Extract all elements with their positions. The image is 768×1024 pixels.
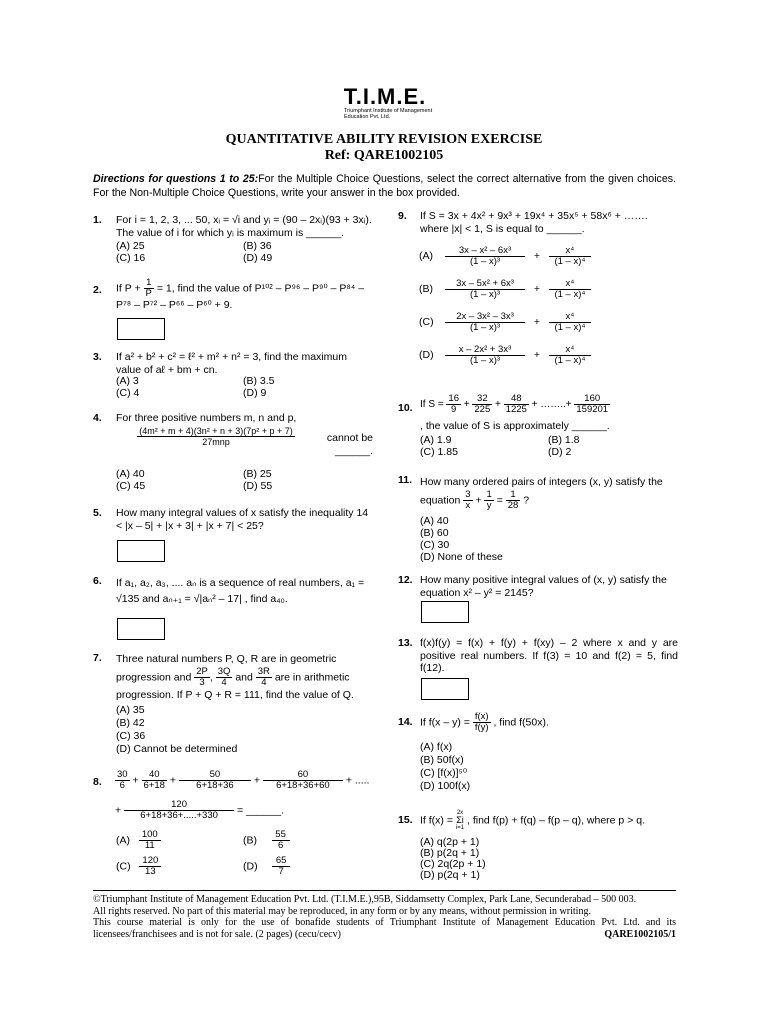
question-number: 4. <box>93 412 102 424</box>
question-mark: ? <box>523 494 530 507</box>
answer-box-q2[interactable] <box>117 318 165 340</box>
page-title: QUANTITATIVE ABILITY REVISION EXERCISE <box>225 132 543 147</box>
option-b: (B) 36 <box>243 240 272 252</box>
logo-subtitle: Triumphant Institute of Management Education Pvt. Ltd. <box>344 108 433 120</box>
option-d: (D) 2 <box>548 446 572 458</box>
term-1: $\frac{30}{6}$ <box>117 769 128 791</box>
option-d-label: (D) <box>243 860 258 873</box>
q10-prefix: If S = <box>420 399 444 411</box>
option-b: (B) $\frac{\text{3x – 5x² + 6x³}}{\text{(1 – x)³}}$ + $\frac{\text{x⁴}}{\text{(1 – x)⁴}}$ <box>419 279 591 300</box>
option-a: $\frac{100}{11}$ <box>139 830 161 851</box>
fraction: $\frac{1}{y}$ <box>486 489 492 511</box>
q7-and: and <box>235 671 253 684</box>
directions-text: For the Multiple Choice Questions, select the correct alternative from the given choices. For the Non-Multiple Choice Questions, write your answer in the box provided. <box>93 173 676 199</box>
term-3: $\frac{48}{1225}$ <box>505 393 527 415</box>
question-text: f(x)f(y) = f(x) + f(y) + f(xy) – 2 where x and y are positive real numbers. If f(3) = 10 and f(2) = 5, find f(12). <box>420 637 678 674</box>
question-text: Three natural numbers P, Q, R are in geometric progression and <box>116 653 337 684</box>
question-tail: , the value of S is approximately ______. <box>420 420 610 432</box>
option-a: (A) $\frac{\text{3x – x² – 6x³}}{\text{(1 – x)³}}$ + $\frac{\text{x⁴}}{\text{(1 – x)⁴}}$ <box>419 246 591 267</box>
page-ref: Ref: QARE1002105 <box>324 148 444 163</box>
option-b: (B) 25 <box>243 468 272 480</box>
option-d: (D) 49 <box>243 252 273 264</box>
option-a: (A) f(x) <box>420 741 453 753</box>
question-number: 14. <box>398 716 413 728</box>
option-c: (C) 4 <box>116 387 140 399</box>
question-text: If a² + b² + c² = ℓ² + m² + n² = 3, find the maximum value of aℓ + bm + cn. <box>116 351 347 376</box>
dots: + ..... <box>345 774 370 787</box>
option-b: (B) 60 <box>420 527 449 539</box>
q14-prefix: If f(x – y) = <box>420 716 470 729</box>
question-text: How many ordered pairs of integers (x, y) satisfy the equation <box>420 476 663 507</box>
answer-box-q6[interactable] <box>117 618 165 640</box>
option-b: (B) 3.5 <box>243 375 275 387</box>
option-a: (A) 40 <box>116 468 145 480</box>
question-number: 2. <box>93 284 102 296</box>
question-text: = 1, find the value of P¹⁰² – P⁹⁶ – P⁹⁰ – P⁸⁴ – P⁷⁸ – P⁷² – P⁶⁶ – P⁶⁰ + 9. <box>116 282 365 311</box>
option-b: (B) p(2q + 1) <box>420 847 480 859</box>
question-number: 6. <box>93 575 102 587</box>
option-c: (C) 16 <box>116 252 146 264</box>
option-a: (A) 40 <box>420 515 449 527</box>
term-1: $\frac{16}{9}$ <box>448 393 459 415</box>
fraction: $\frac{\text{(4m² + m + 4)(3n² + n + 3)(7p² + p + 7)}}{\text{27mnp}}$ <box>139 426 293 447</box>
option-b-label: (B) <box>243 834 257 847</box>
answer-box-q5[interactable] <box>117 540 165 562</box>
footer <box>93 890 676 940</box>
option-c: (C) 36 <box>116 730 146 742</box>
question-text: How many integral values of x satisfy the inequality 14 < |x – 5| + |x + 3| + |x + 7| < 25? <box>116 507 369 532</box>
q8-equals: = ______. <box>236 804 284 817</box>
option-a: (A) q(2p + 1) <box>420 836 480 848</box>
option-c: (C) $\frac{\text{2x – 3x² – 3x³}}{\text{(1 – x)³}}$ + $\frac{\text{x⁴}}{\text{(1 – x)⁴}}$ <box>419 312 591 333</box>
term-2: $\frac{32}{225}$ <box>474 393 491 415</box>
footer-line-1: ©Triumphant Institute of Management Education Pvt. Ltd. (T.I.M.E.),95B, Siddamsetty Complex, Park Lane, Secunderabad – 500 003. <box>93 894 637 905</box>
q2-prefix: If P + <box>116 282 141 295</box>
question-number: 10. <box>398 402 413 414</box>
term-5: $\frac{120}{6+18+36+.....+330}$ <box>124 800 234 821</box>
option-c: (C) 45 <box>116 480 146 492</box>
logo-text: T.I.M.E. <box>343 84 427 109</box>
option-d: $\frac{65}{7}$ <box>272 856 290 877</box>
fraction: $\frac{3Q}{4}$ <box>217 666 231 688</box>
directions-lead: Directions for questions 1 to 25: <box>93 173 259 185</box>
option-b: (B) 42 <box>116 717 145 729</box>
question-text: For three positive numbers m, n and p, <box>116 412 297 424</box>
option-c: (C) [f(x)]⁵⁰ <box>420 767 468 779</box>
dots: + ……..+ <box>531 399 572 411</box>
answer-box-q13[interactable] <box>421 678 469 700</box>
fraction: $\frac{3R}{4}$ <box>257 666 270 688</box>
directions <box>93 172 676 200</box>
option-a: (A) 25 <box>116 240 145 252</box>
question-number: 9. <box>398 210 407 222</box>
option-c: (C) 2q(2p + 1) <box>420 858 486 870</box>
question-tail: , find f(50x). <box>493 716 549 729</box>
question-text: How many positive integral values of (x, y) satisfy the equation x² – y² = 2145? <box>420 574 667 599</box>
question-number: 1. <box>93 214 102 226</box>
option-b: (B) 1.8 <box>548 434 580 446</box>
option-d: (D) $\frac{\text{x – 2x² + 3x³}}{\text{(1 – x)³}}$ + $\frac{\text{x⁴}}{\text{(1 – x)⁴}}$ <box>419 345 591 366</box>
answer-box-q12[interactable] <box>421 601 469 623</box>
option-d: (D) 100f(x) <box>420 780 471 792</box>
option-d: (D) Cannot be determined <box>116 743 238 755</box>
option-d: (D) 55 <box>243 480 273 492</box>
question-tail: cannot be ______. <box>326 432 373 457</box>
fraction: $\frac{2P}{3}$ <box>196 666 208 688</box>
option-a-label: (A) <box>116 834 130 847</box>
question-number: 11. <box>398 474 413 486</box>
term-4: $\frac{60}{6+18+36+60}$ <box>263 770 343 791</box>
option-d: (D) p(2q + 1) <box>420 869 480 881</box>
question-number: 5. <box>93 507 102 519</box>
question-text-2: are in arithmetic progression. If P + Q + R = 111, find the value of Q. <box>116 671 354 701</box>
question-number: 3. <box>93 351 102 363</box>
term-4: $\frac{160}{159201}$ <box>576 393 609 415</box>
question-text: If a₁, a₂, a₃, .... aₙ is a sequence of real numbers, a₁ = √135 and aₙ₊₁ = √|aₙ² – 17| , find a₄₀. <box>116 577 365 605</box>
fraction: $\frac{1}{28}$ <box>507 489 519 511</box>
term-3: $\frac{50}{6+18+36}$ <box>179 770 251 791</box>
footer-line-3: This course material is only for the use of bonafide students of Triumphant Institute of Management Education Pvt. Ltd. and its licensees/franchisees and is not for sale. (2 pages) (cecu/cecv) <box>93 917 676 940</box>
option-a: (A) 1.9 <box>420 434 452 446</box>
option-c: $\frac{120}{13}$ <box>139 856 161 877</box>
term-2: $\frac{40}{6+18}$ <box>143 769 165 791</box>
question-number: 8. <box>93 776 102 788</box>
question-number: 12. <box>398 574 413 586</box>
fraction: $\frac{f(x)}{f(y)}$ <box>474 711 489 733</box>
question-number: 7. <box>93 652 102 664</box>
option-b: (B) 50f(x) <box>420 754 464 766</box>
question-text: If S = 3x + 4x² + 9x³ + 19x⁴ + 35x⁵ + 58x⁶ + ……. where |x| < 1, S is equal to ______. <box>420 210 648 235</box>
page-number: QARE1002105/1 <box>604 928 676 940</box>
option-c: (C) 30 <box>420 539 450 551</box>
question-number: 15. <box>398 814 413 826</box>
option-d: (D) None of these <box>420 551 503 563</box>
fraction: $\frac{1}{P}$ <box>145 277 152 299</box>
option-a: (A) 35 <box>116 704 145 716</box>
fraction: $\frac{3}{x}$ <box>465 489 471 511</box>
option-d: (D) 9 <box>243 387 267 399</box>
option-c-label: (C) <box>116 860 131 873</box>
option-c: (C) 1.85 <box>420 446 458 458</box>
sigma-notation: 2x Σi i=1 <box>455 810 465 831</box>
question-text: For i = 1, 2, 3, ... 50, xᵢ = √i and yᵢ = (90 – 2xᵢ)(93 + 3xᵢ). The value of i for which yᵢ is maximum is ______. <box>116 214 372 239</box>
question-number: 13. <box>398 637 413 649</box>
q15-prefix: If f(x) = <box>420 814 453 827</box>
option-a: (A) 3 <box>116 375 139 387</box>
question-tail: , find f(p) + f(q) – f(p – q), where p > q. <box>467 814 645 827</box>
option-b: $\frac{55}{6}$ <box>272 830 290 851</box>
footer-line-2: All rights reserved. No part of this material may be reproduced, in any form or by any means, without permission in writing. <box>93 905 591 917</box>
time-logo <box>300 86 470 120</box>
